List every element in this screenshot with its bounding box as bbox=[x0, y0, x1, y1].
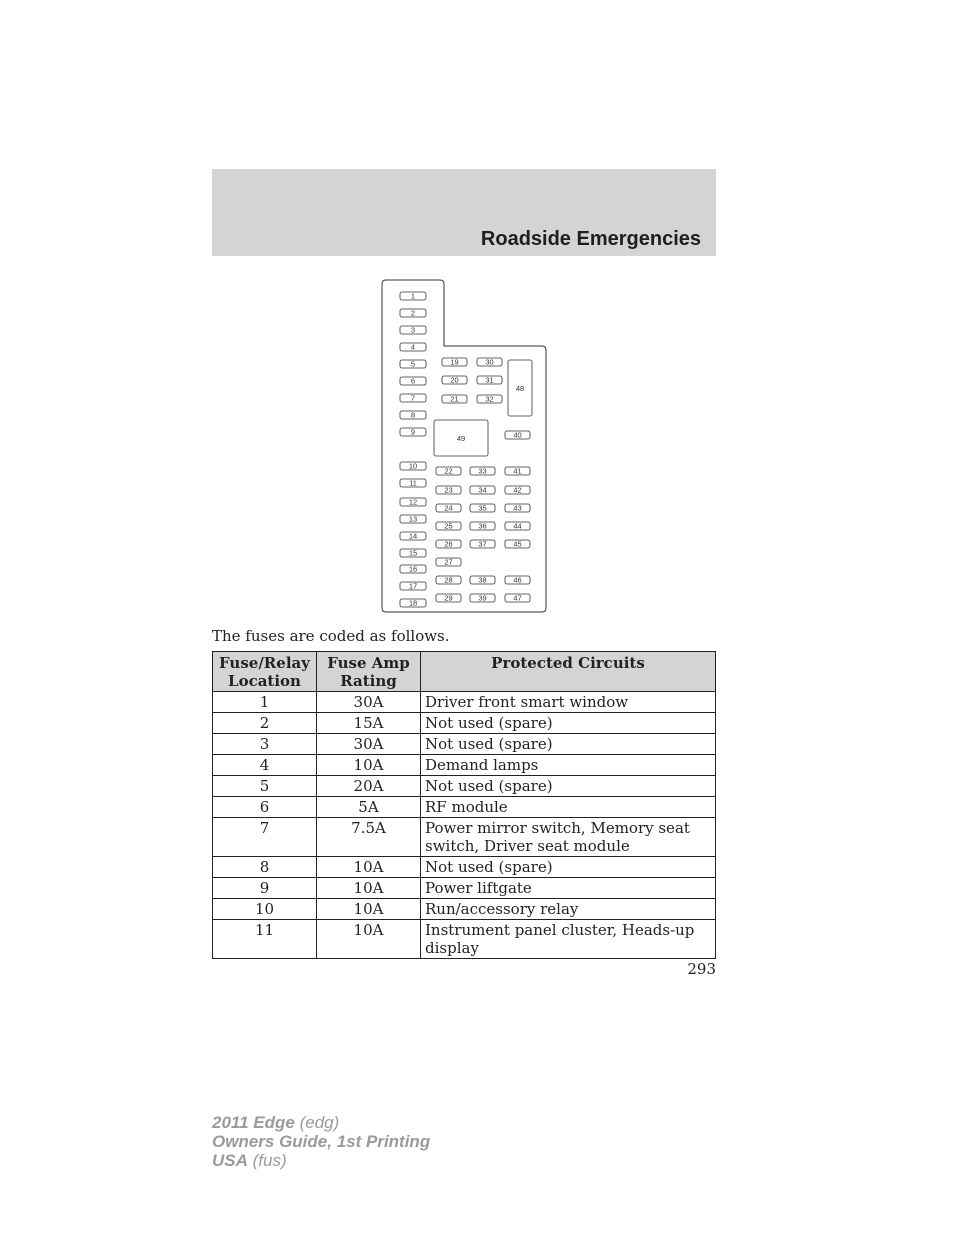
fuse-label-12: 12 bbox=[408, 497, 418, 507]
table-row bbox=[213, 734, 716, 755]
fuse-label-44: 44 bbox=[513, 521, 522, 531]
fuse-label-18: 18 bbox=[408, 598, 418, 608]
cell-circuits: Driver front smart window bbox=[421, 692, 716, 713]
fuse-label-45: 45 bbox=[513, 539, 522, 549]
cell-location: 1 bbox=[213, 692, 317, 713]
table-row bbox=[213, 878, 716, 899]
cell-circuits: Instrument panel cluster, Heads-up display bbox=[421, 920, 716, 959]
cell-location: 6 bbox=[213, 797, 317, 818]
fuse-label-30: 30 bbox=[485, 357, 494, 367]
fuse-label-20: 20 bbox=[450, 375, 459, 385]
table-row bbox=[213, 776, 716, 797]
fuse-label-46: 46 bbox=[513, 575, 522, 585]
fuse-label-17: 17 bbox=[408, 581, 418, 591]
fuse-label-25: 25 bbox=[444, 521, 453, 531]
fuse-label-33: 33 bbox=[478, 466, 487, 476]
cell-rating: 5A bbox=[317, 797, 421, 818]
fuse-table bbox=[212, 651, 716, 959]
cell-circuits: Not used (spare) bbox=[421, 776, 716, 797]
fuse-label-15: 15 bbox=[408, 548, 418, 558]
cell-location: 4 bbox=[213, 755, 317, 776]
fuse-label-21: 21 bbox=[450, 394, 459, 404]
cell-location: 11 bbox=[213, 920, 317, 959]
cell-circuits: RF module bbox=[421, 797, 716, 818]
fuse-label-13: 13 bbox=[408, 514, 418, 524]
fuse-label-37: 37 bbox=[478, 539, 487, 549]
fuse-label-5: 5 bbox=[410, 359, 416, 369]
cell-circuits: Not used (spare) bbox=[421, 857, 716, 878]
cell-location: 5 bbox=[213, 776, 317, 797]
cell-location: 7 bbox=[213, 818, 317, 857]
fuse-label-19: 19 bbox=[450, 357, 459, 367]
fuse-label-38: 38 bbox=[478, 575, 487, 585]
fuse-panel-diagram bbox=[380, 278, 548, 614]
table-row bbox=[213, 692, 716, 713]
fuse-label-14: 14 bbox=[408, 531, 418, 541]
cell-rating: 10A bbox=[317, 755, 421, 776]
cell-rating: 15A bbox=[317, 713, 421, 734]
fuse-label-23: 23 bbox=[444, 485, 453, 495]
fuse-label-16: 16 bbox=[408, 564, 418, 574]
fuse-label-24: 24 bbox=[444, 503, 453, 513]
cell-rating: 30A bbox=[317, 692, 421, 713]
intro-text: The fuses are coded as follows. bbox=[212, 627, 450, 645]
fuse-label-34: 34 bbox=[478, 485, 487, 495]
cell-location: 3 bbox=[213, 734, 317, 755]
fuse-label-9: 9 bbox=[410, 427, 416, 437]
section-title: Roadside Emergencies bbox=[480, 228, 701, 250]
cell-rating: 10A bbox=[317, 899, 421, 920]
fuse-label-1: 1 bbox=[410, 291, 416, 301]
header-circuits: Protected Circuits bbox=[421, 652, 716, 692]
footer-printing: Owners Guide, 1st Printing bbox=[212, 1132, 431, 1151]
fuse-label-11: 11 bbox=[409, 478, 417, 488]
cell-circuits: Not used (spare) bbox=[421, 734, 716, 755]
fuse-label-7: 7 bbox=[410, 393, 416, 403]
footer-market: USA bbox=[212, 1151, 248, 1170]
fuse-label-31: 31 bbox=[485, 375, 494, 385]
cell-circuits: Demand lamps bbox=[421, 755, 716, 776]
fuse-label-10: 10 bbox=[408, 461, 418, 471]
header-location: Fuse/Relay Location bbox=[213, 652, 317, 692]
page-number: 293 bbox=[687, 960, 716, 978]
document-footer bbox=[212, 1113, 430, 1170]
header-rating: Fuse Amp Rating bbox=[317, 652, 421, 692]
footer-line-3 bbox=[212, 1151, 430, 1170]
footer-model: 2011 Edge bbox=[212, 1113, 295, 1132]
cell-rating: 10A bbox=[317, 920, 421, 959]
table-header-row bbox=[213, 652, 716, 692]
fuse-label-39: 39 bbox=[478, 593, 487, 603]
fuse-label-4: 4 bbox=[410, 342, 416, 352]
cell-location: 2 bbox=[213, 713, 317, 734]
table-row bbox=[213, 920, 716, 959]
fuse-label-41: 41 bbox=[513, 466, 522, 476]
fuse-label-8: 8 bbox=[410, 410, 416, 420]
table-row bbox=[213, 713, 716, 734]
cell-rating: 10A bbox=[317, 857, 421, 878]
fuse-label-27: 27 bbox=[444, 557, 453, 567]
fuse-label-48: 48 bbox=[515, 384, 525, 393]
fuse-panel-svg bbox=[380, 278, 548, 614]
table-row bbox=[213, 755, 716, 776]
fuse-label-32: 32 bbox=[485, 394, 494, 404]
fuse-label-42: 42 bbox=[513, 485, 522, 495]
cell-rating: 30A bbox=[317, 734, 421, 755]
cell-circuits: Not used (spare) bbox=[421, 713, 716, 734]
fuse-label-22: 22 bbox=[444, 466, 453, 476]
cell-circuits: Run/accessory relay bbox=[421, 899, 716, 920]
fuse-label-2: 2 bbox=[410, 308, 416, 318]
fuse-label-36: 36 bbox=[478, 521, 487, 531]
fuse-label-3: 3 bbox=[410, 325, 416, 335]
fuse-label-47: 47 bbox=[513, 593, 522, 603]
table-row bbox=[213, 818, 716, 857]
footer-model-code: (edg) bbox=[299, 1113, 340, 1132]
footer-line-1 bbox=[212, 1113, 430, 1132]
cell-location: 9 bbox=[213, 878, 317, 899]
cell-location: 10 bbox=[213, 899, 317, 920]
footer-line-2 bbox=[212, 1132, 430, 1151]
footer-market-code: (fus) bbox=[252, 1151, 287, 1170]
cell-rating: 10A bbox=[317, 878, 421, 899]
fuse-label-40: 40 bbox=[513, 430, 522, 440]
table-row bbox=[213, 857, 716, 878]
fuse-label-28: 28 bbox=[444, 575, 453, 585]
fuse-label-6: 6 bbox=[410, 376, 416, 386]
fuse-label-29: 29 bbox=[444, 593, 453, 603]
cell-circuits: Power liftgate bbox=[421, 878, 716, 899]
fuse-label-43: 43 bbox=[513, 503, 522, 513]
cell-rating: 20A bbox=[317, 776, 421, 797]
section-header-band bbox=[212, 169, 716, 256]
fuse-label-49: 49 bbox=[456, 434, 466, 443]
table-row bbox=[213, 797, 716, 818]
cell-circuits: Power mirror switch, Memory seat switch, Driver seat module bbox=[421, 818, 716, 857]
cell-location: 8 bbox=[213, 857, 317, 878]
table-row bbox=[213, 899, 716, 920]
cell-rating: 7.5A bbox=[317, 818, 421, 857]
fuse-label-26: 26 bbox=[444, 539, 453, 549]
fuse-label-35: 35 bbox=[478, 503, 487, 513]
